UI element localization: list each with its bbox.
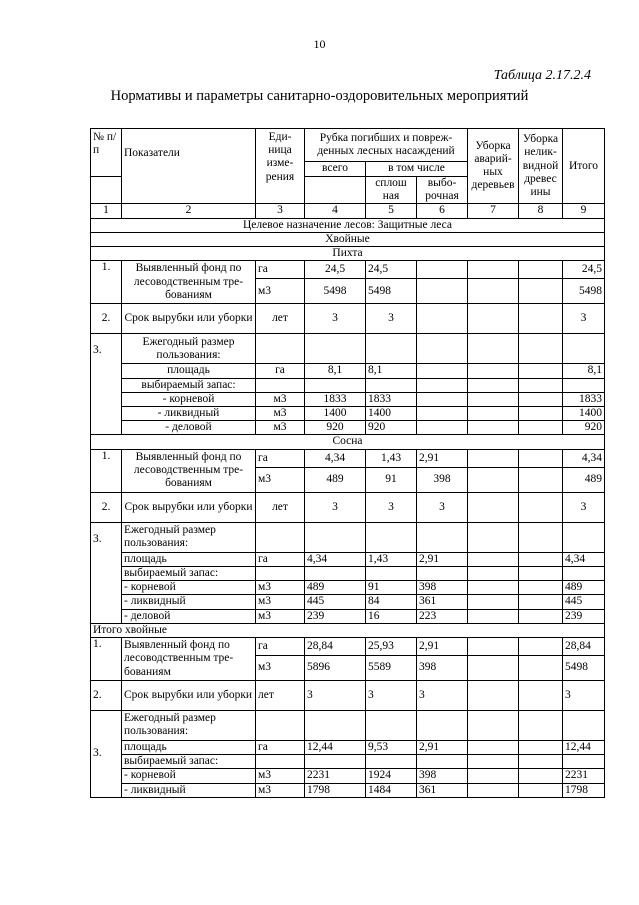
section-title-itogo: Итого хвойные xyxy=(91,623,605,637)
value-cell: 3 xyxy=(563,492,605,522)
value-cell xyxy=(468,595,519,609)
value-cell: 489 xyxy=(563,467,605,492)
header-indicators: Показатели xyxy=(122,129,256,204)
group-row: Хвойные xyxy=(91,232,605,246)
row-number: 3. xyxy=(91,334,122,435)
value-cell: 1400 xyxy=(563,406,605,420)
section-title-pikhta: Пихта xyxy=(91,247,605,261)
value-cell: 3 xyxy=(366,680,417,710)
business-label: - деловой xyxy=(122,609,256,623)
value-cell: 9,53 xyxy=(366,740,417,754)
value-cell: 2231 xyxy=(563,769,605,783)
unit-cell: га xyxy=(256,364,305,378)
unit-cell: м3 xyxy=(256,467,305,492)
value-cell: 3 xyxy=(417,680,468,710)
area-label: площадь xyxy=(122,364,256,378)
stock-label: выбираемый запас: xyxy=(122,566,256,580)
row-number: 3. xyxy=(91,522,122,623)
unit-cell: м3 xyxy=(256,595,305,609)
value-cell: 3 xyxy=(417,492,468,522)
root-label: - корневой xyxy=(122,392,256,406)
table-header-row xyxy=(91,129,605,162)
header-felling-group: Рубка погибших и повреж-денных лесных насаждений xyxy=(305,129,468,162)
value-cell xyxy=(468,449,519,467)
value-cell: 1833 xyxy=(366,392,417,406)
document-title: Нормативы и параметры санитарно-оздоровительных мероприятий xyxy=(110,88,529,104)
value-cell: 920 xyxy=(563,421,605,435)
value-cell xyxy=(468,552,519,566)
value-cell: 1400 xyxy=(366,406,417,420)
value-cell: 12,44 xyxy=(563,740,605,754)
value-cell xyxy=(468,637,519,655)
value-cell xyxy=(519,364,563,378)
col-number: 1 xyxy=(91,204,122,218)
value-cell: 398 xyxy=(417,769,468,783)
row-number: 2. xyxy=(91,680,122,710)
row-label: Срок вырубки или уборки xyxy=(122,304,256,334)
value-cell: 1798 xyxy=(305,783,366,797)
value-cell xyxy=(519,304,563,334)
value-cell: 91 xyxy=(366,467,417,492)
value-cell: 5498 xyxy=(563,279,605,304)
value-cell: 2,91 xyxy=(417,637,468,655)
col-number: 5 xyxy=(366,204,417,218)
value-cell xyxy=(519,637,563,655)
unit-cell: м3 xyxy=(256,783,305,797)
unit-cell: м3 xyxy=(256,655,305,680)
value-cell: 361 xyxy=(417,783,468,797)
value-cell: 8,1 xyxy=(563,364,605,378)
value-cell: 5589 xyxy=(366,655,417,680)
business-label: - деловой xyxy=(122,421,256,435)
value-cell xyxy=(519,595,563,609)
root-label: - корневой xyxy=(122,581,256,595)
row-number: 1. xyxy=(91,637,122,680)
value-cell xyxy=(468,783,519,797)
section-title-sosna: Сосна xyxy=(91,435,605,449)
value-cell xyxy=(519,769,563,783)
unit-cell: м3 xyxy=(256,769,305,783)
norms-table xyxy=(90,128,605,798)
value-cell xyxy=(468,421,519,435)
value-cell: 3 xyxy=(366,492,417,522)
header-total-felling: всего xyxy=(305,162,366,177)
value-cell: 24,5 xyxy=(366,261,417,279)
value-cell: 489 xyxy=(305,581,366,595)
page-number: 10 xyxy=(313,37,326,51)
value-cell: 84 xyxy=(366,595,417,609)
header-cleanup-emergency: Уборка аварий-ных деревьев xyxy=(468,129,519,204)
value-cell xyxy=(519,261,563,279)
value-cell xyxy=(519,609,563,623)
value-cell: 1833 xyxy=(305,392,366,406)
value-cell xyxy=(468,740,519,754)
value-cell xyxy=(519,492,563,522)
value-cell: 1400 xyxy=(305,406,366,420)
row-number: 1. xyxy=(91,261,122,304)
row-label: Срок вырубки или уборки xyxy=(122,492,256,522)
value-cell: 1798 xyxy=(563,783,605,797)
value-cell xyxy=(468,279,519,304)
value-cell xyxy=(519,740,563,754)
value-cell: 3 xyxy=(563,680,605,710)
value-cell xyxy=(417,261,468,279)
value-cell: 24,5 xyxy=(563,261,605,279)
value-cell: 361 xyxy=(417,595,468,609)
value-cell: 28,84 xyxy=(305,637,366,655)
col-number: 7 xyxy=(468,204,519,218)
value-cell xyxy=(417,392,468,406)
value-cell xyxy=(519,421,563,435)
unit-cell: га xyxy=(256,740,305,754)
value-cell xyxy=(519,680,563,710)
col-number: 8 xyxy=(519,204,563,218)
value-cell: 2,91 xyxy=(417,552,468,566)
value-cell xyxy=(468,406,519,420)
value-cell xyxy=(519,655,563,680)
value-cell: 239 xyxy=(305,609,366,623)
value-cell xyxy=(468,364,519,378)
value-cell: 2,91 xyxy=(417,449,468,467)
value-cell xyxy=(519,783,563,797)
value-cell xyxy=(519,552,563,566)
col-number: 3 xyxy=(256,204,305,218)
stock-label: выбираемый запас: xyxy=(122,378,256,392)
value-cell xyxy=(468,467,519,492)
value-cell: 5896 xyxy=(305,655,366,680)
value-cell: 28,84 xyxy=(563,637,605,655)
header-clear: сплош ная xyxy=(366,177,417,204)
value-cell xyxy=(468,581,519,595)
unit-cell: га xyxy=(256,261,305,279)
row-number: 2. xyxy=(91,304,122,334)
value-cell: 3 xyxy=(305,492,366,522)
row-label: Ежегодный размер пользования: xyxy=(122,710,256,740)
value-cell: 920 xyxy=(305,421,366,435)
value-cell: 489 xyxy=(563,581,605,595)
area-label: площадь xyxy=(122,552,256,566)
header-including: в том числе xyxy=(366,162,468,177)
unit-cell: лет xyxy=(256,680,305,710)
value-cell: 25,93 xyxy=(366,637,417,655)
table-caption: Таблица 2.17.2.4 xyxy=(493,68,591,83)
column-numbers-row xyxy=(91,204,605,218)
value-cell: 4,34 xyxy=(305,552,366,566)
value-cell: 24,5 xyxy=(305,261,366,279)
value-cell xyxy=(417,421,468,435)
value-cell xyxy=(417,406,468,420)
value-cell: 8,1 xyxy=(305,364,366,378)
value-cell: 4,34 xyxy=(563,449,605,467)
unit-cell: лет xyxy=(256,304,305,334)
header-num: № п/п xyxy=(91,129,122,177)
value-cell xyxy=(468,261,519,279)
value-cell: 1,43 xyxy=(366,552,417,566)
root-label: - корневой xyxy=(122,769,256,783)
row-label: Выявленный фонд по лесоводственным тре-бованиям xyxy=(122,261,256,304)
value-cell: 12,44 xyxy=(305,740,366,754)
value-cell xyxy=(519,449,563,467)
value-cell: 4,34 xyxy=(563,552,605,566)
header-unit: Еди-ница изме-рения xyxy=(256,129,305,204)
unit-cell: м3 xyxy=(256,609,305,623)
value-cell xyxy=(468,609,519,623)
value-cell: 1833 xyxy=(563,392,605,406)
value-cell: 5498 xyxy=(305,279,366,304)
value-cell: 920 xyxy=(366,421,417,435)
row-label: Срок вырубки или уборки xyxy=(122,680,256,710)
value-cell: 445 xyxy=(305,595,366,609)
purpose-row: Целевое назначение лесов: Защитные леса xyxy=(91,218,605,232)
value-cell: 2231 xyxy=(305,769,366,783)
unit-cell: лет xyxy=(256,492,305,522)
value-cell: 239 xyxy=(563,609,605,623)
value-cell: 3 xyxy=(305,680,366,710)
value-cell: 398 xyxy=(417,655,468,680)
value-cell: 3 xyxy=(305,304,366,334)
value-cell: 8,1 xyxy=(366,364,417,378)
value-cell: 1484 xyxy=(366,783,417,797)
col-number: 2 xyxy=(122,204,256,218)
value-cell xyxy=(417,279,468,304)
col-number: 9 xyxy=(563,204,605,218)
stock-label: выбираемый запас: xyxy=(122,755,256,769)
value-cell: 5498 xyxy=(563,655,605,680)
liquid-label: - ликвидный xyxy=(122,406,256,420)
row-label: Ежегодный размер пользования: xyxy=(122,522,256,552)
row-number: 2. xyxy=(91,492,122,522)
unit-cell: м3 xyxy=(256,279,305,304)
value-cell xyxy=(417,304,468,334)
row-label: Выявленный фонд по лесоводственным тре-бованиям xyxy=(122,637,256,680)
value-cell xyxy=(468,304,519,334)
row-number: 3. xyxy=(91,710,122,797)
value-cell xyxy=(519,279,563,304)
unit-cell: га xyxy=(256,552,305,566)
liquid-label: - ликвидный xyxy=(122,783,256,797)
unit-cell: м3 xyxy=(256,406,305,420)
value-cell: 2,91 xyxy=(417,740,468,754)
value-cell xyxy=(468,680,519,710)
value-cell: 223 xyxy=(417,609,468,623)
header-selective: выбо-рочная xyxy=(417,177,468,204)
row-label: Ежегодный размер пользования: xyxy=(122,334,256,364)
value-cell: 445 xyxy=(563,595,605,609)
value-cell: 1924 xyxy=(366,769,417,783)
liquid-label: - ликвидный xyxy=(122,595,256,609)
value-cell xyxy=(468,769,519,783)
unit-cell: м3 xyxy=(256,392,305,406)
value-cell: 3 xyxy=(563,304,605,334)
value-cell xyxy=(468,492,519,522)
value-cell: 1,43 xyxy=(366,449,417,467)
value-cell: 3 xyxy=(366,304,417,334)
value-cell xyxy=(468,392,519,406)
unit-cell: м3 xyxy=(256,581,305,595)
header-cleanup-illiquid: Уборка нелик-видной древес ины xyxy=(519,129,563,204)
col-number: 4 xyxy=(305,204,366,218)
value-cell xyxy=(519,406,563,420)
value-cell: 398 xyxy=(417,581,468,595)
value-cell xyxy=(468,655,519,680)
value-cell xyxy=(519,392,563,406)
value-cell: 5498 xyxy=(366,279,417,304)
unit-cell: га xyxy=(256,637,305,655)
value-cell: 489 xyxy=(305,467,366,492)
value-cell: 16 xyxy=(366,609,417,623)
value-cell: 91 xyxy=(366,581,417,595)
row-number: 1. xyxy=(91,449,122,492)
value-cell xyxy=(417,364,468,378)
value-cell xyxy=(519,467,563,492)
unit-cell: га xyxy=(256,449,305,467)
col-number: 6 xyxy=(417,204,468,218)
value-cell xyxy=(519,581,563,595)
header-sum: Итого xyxy=(563,129,605,204)
value-cell: 398 xyxy=(417,467,468,492)
row-label: Выявленный фонд по лесоводственным тре-бованиям xyxy=(122,449,256,492)
unit-cell: м3 xyxy=(256,421,305,435)
area-label: площадь xyxy=(122,740,256,754)
value-cell: 4,34 xyxy=(305,449,366,467)
